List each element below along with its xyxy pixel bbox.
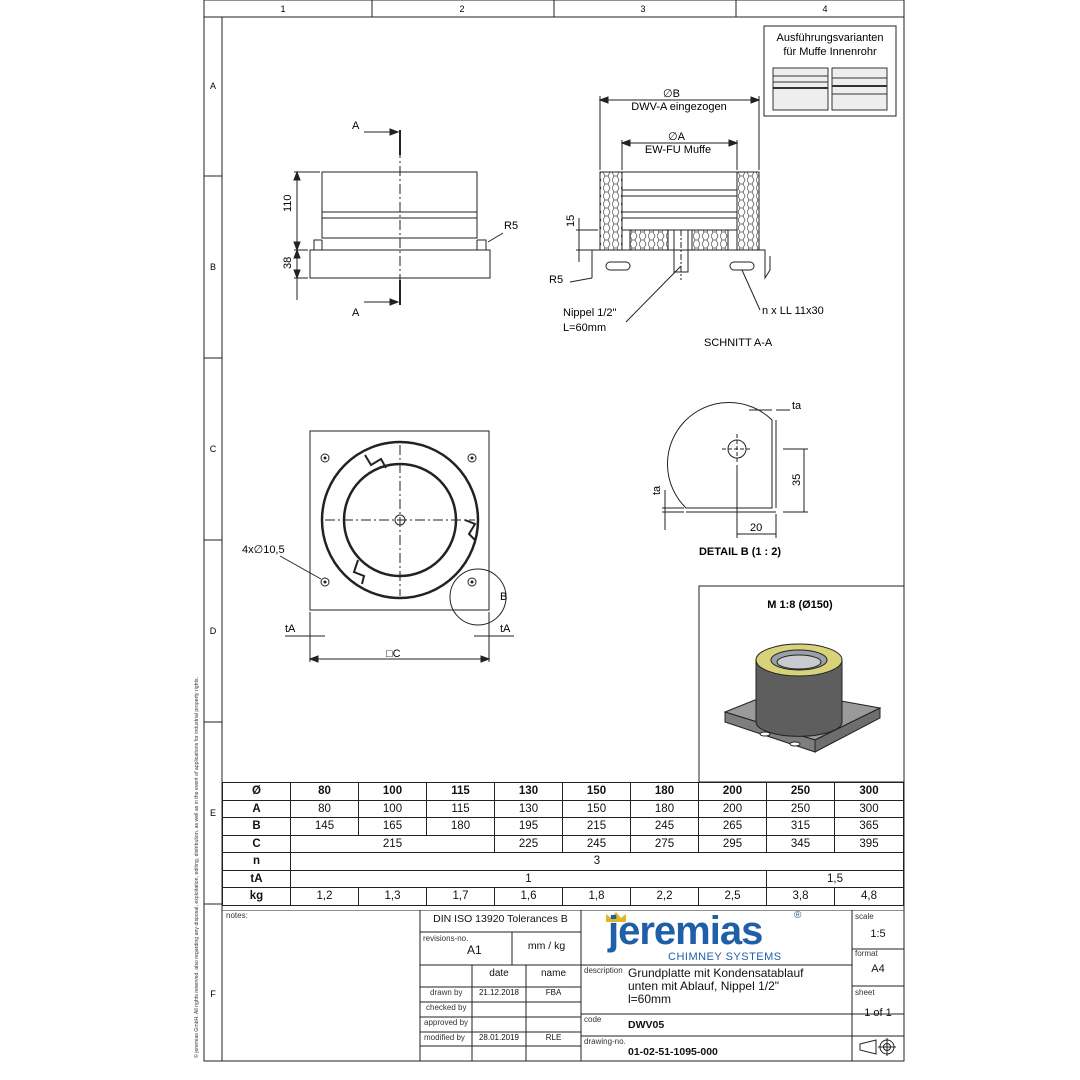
table-cell: 215 [563, 818, 631, 836]
table-cell: 3,8 [767, 888, 835, 906]
table-cell: 300 [835, 783, 904, 801]
sheet-label: sheet [855, 988, 875, 997]
notes-label: notes: [226, 911, 248, 920]
table-cell: 180 [631, 783, 699, 801]
row-label-c: C [209, 444, 217, 454]
column-label-4: 4 [822, 4, 828, 14]
modified-by-label: modified by [424, 1033, 465, 1042]
dim-c: □C [386, 648, 401, 660]
drawn-by-label: drawn by [430, 988, 463, 997]
copyright-notice: © jeremias GmbH. All rights reserved, also regarding any disposal, exploitation, editing, distribution, as well as in the event of applications for industrial property rights. [194, 677, 200, 1058]
table-cell: 2,2 [631, 888, 699, 906]
table-cell: 130 [495, 783, 563, 801]
front-dim-38: 38 [282, 256, 294, 269]
drawing-no-label: drawing-no. [584, 1037, 626, 1046]
dim-a-symbol: ∅A [668, 131, 685, 143]
row-label-b: B [209, 262, 217, 272]
table-cell: 180 [427, 818, 495, 836]
variants-title-2: für Muffe Innenrohr [783, 46, 877, 58]
column-label-3: 3 [640, 4, 646, 14]
row-header: B [223, 818, 291, 836]
code-label: code [584, 1015, 602, 1024]
tolerances: DIN ISO 13920 Tolerances B [433, 913, 568, 925]
row-header: kg [223, 888, 291, 906]
table-cell: 1,6 [495, 888, 563, 906]
section-label-bottom: A [352, 307, 360, 319]
front-radius: R5 [504, 220, 519, 232]
variant-pipe-2-icon [832, 68, 887, 110]
dim-15: 15 [565, 214, 577, 227]
row-header: Ø [223, 783, 291, 801]
table-cell: 180 [631, 800, 699, 818]
brand-subtitle: CHIMNEY SYSTEMS [668, 951, 782, 963]
description-line-3: l=60mm [628, 992, 672, 1006]
table-cell: 100 [359, 783, 427, 801]
table-cell: 145 [291, 818, 359, 836]
drawn-name: FBA [545, 988, 562, 997]
detail-ta-top: ta [792, 400, 802, 412]
column-label-1: 1 [280, 4, 286, 14]
section-title: SCHNITT A-A [704, 337, 773, 349]
scale-value: 1:5 [870, 928, 886, 940]
checked-by-label: checked by [426, 1003, 467, 1012]
table-cell: 345 [767, 835, 835, 853]
table-cell: 150 [563, 783, 631, 801]
detail-dim-35: 35 [791, 473, 803, 486]
section-view [570, 96, 770, 322]
detail-dim-20: 20 [750, 522, 763, 534]
section-radius: R5 [549, 274, 564, 286]
table-cell: 115 [427, 783, 495, 801]
table-row [223, 853, 904, 871]
table-row [223, 870, 904, 888]
sheet-value: 1 of 1 [864, 1007, 892, 1019]
description-line-2: unten mit Ablauf, Nippel 1/2" [628, 979, 780, 993]
section-label-top: A [352, 120, 360, 132]
table-cell: 215 [291, 835, 495, 853]
table-cell: 165 [359, 818, 427, 836]
table-cell: 1,5 [767, 870, 904, 888]
table-cell: 365 [835, 818, 904, 836]
dimension-table [222, 782, 904, 906]
revision-value: A1 [467, 943, 482, 957]
table-cell: 1,3 [359, 888, 427, 906]
dim-b-text: DWV-A eingezogen [631, 101, 727, 113]
table-row [223, 888, 904, 906]
table-cell: 200 [699, 783, 767, 801]
table-cell: 115 [427, 800, 495, 818]
row-label-d: D [209, 626, 217, 636]
iso-title: M 1:8 (Ø150) [767, 599, 833, 611]
projection-symbol-icon [858, 1038, 898, 1056]
iso-3d-model [725, 644, 880, 752]
dim-b-symbol: ∅B [663, 88, 680, 100]
detail-title: DETAIL B (1 : 2) [698, 546, 782, 558]
table-cell: 275 [631, 835, 699, 853]
row-header: C [223, 835, 291, 853]
ta-left: tA [285, 623, 296, 635]
table-cell: 3 [291, 853, 904, 871]
front-dim-110: 110 [282, 194, 294, 212]
table-cell: 80 [291, 800, 359, 818]
registered-mark: ® [794, 910, 802, 921]
table-row [223, 818, 904, 836]
nipple-line-1: Nippel 1/2" [563, 307, 617, 319]
detail-marker: B [500, 591, 508, 603]
drawn-date: 21.12.2018 [478, 988, 520, 997]
row-label-a: A [209, 81, 217, 91]
approved-by-label: approved by [424, 1018, 469, 1027]
table-cell: 130 [495, 800, 563, 818]
description-line-1: Grundplatte mit Kondensatablauf [628, 966, 804, 980]
row-header: tA [223, 870, 291, 888]
table-cell: 395 [835, 835, 904, 853]
table-cell: 265 [699, 818, 767, 836]
detail-b-view [662, 402, 808, 538]
detail-ta-left: ta [651, 485, 663, 495]
date-header: date [489, 968, 509, 979]
table-cell: 80 [291, 783, 359, 801]
row-label-f: F [210, 989, 216, 999]
drawing-no-value: 01-02-51-1095-000 [628, 1046, 718, 1058]
table-cell: 295 [699, 835, 767, 853]
code-value: DWV05 [628, 1019, 665, 1031]
table-cell: 225 [495, 835, 563, 853]
table-cell: 100 [359, 800, 427, 818]
variants-title-1: Ausführungsvarianten [776, 32, 884, 44]
slots-label: n x LL 11x30 [762, 305, 824, 317]
row-label-e: E [209, 808, 217, 818]
scale-label: scale [855, 912, 874, 921]
table-cell: 150 [563, 800, 631, 818]
name-header: name [540, 968, 566, 979]
table-cell: 1 [291, 870, 767, 888]
table-cell: 245 [631, 818, 699, 836]
format-label: format [855, 949, 878, 958]
table-cell: 300 [835, 800, 904, 818]
table-cell: 315 [767, 818, 835, 836]
units: mm / kg [527, 940, 566, 952]
top-view [280, 431, 514, 662]
table-cell: 2,5 [699, 888, 767, 906]
table-row [223, 783, 904, 801]
revisions-label: revisions-no. [423, 934, 469, 943]
format-value: A4 [871, 963, 885, 975]
table-cell: 200 [699, 800, 767, 818]
holes-label: 4x∅10,5 [242, 544, 285, 556]
table-row [223, 835, 904, 853]
column-label-2: 2 [459, 4, 465, 14]
table-cell: 245 [563, 835, 631, 853]
table-cell: 1,2 [291, 888, 359, 906]
variant-pipe-1-icon [773, 68, 828, 110]
dim-a-text: EW-FU Muffe [644, 144, 712, 156]
table-cell: 1,8 [563, 888, 631, 906]
table-cell: 195 [495, 818, 563, 836]
row-header: A [223, 800, 291, 818]
table-cell: 1,7 [427, 888, 495, 906]
front-view [294, 129, 503, 305]
ta-right: tA [500, 623, 511, 635]
modified-date: 28.01.2019 [478, 1033, 520, 1042]
modified-name: RLE [545, 1033, 562, 1042]
nipple-line-2: L=60mm [563, 322, 607, 334]
table-row [223, 800, 904, 818]
row-header: n [223, 853, 291, 871]
table-cell: 4,8 [835, 888, 904, 906]
brand-logo: jeremias [608, 909, 763, 953]
table-cell: 250 [767, 800, 835, 818]
table-cell: 250 [767, 783, 835, 801]
description-label: description [584, 966, 623, 975]
